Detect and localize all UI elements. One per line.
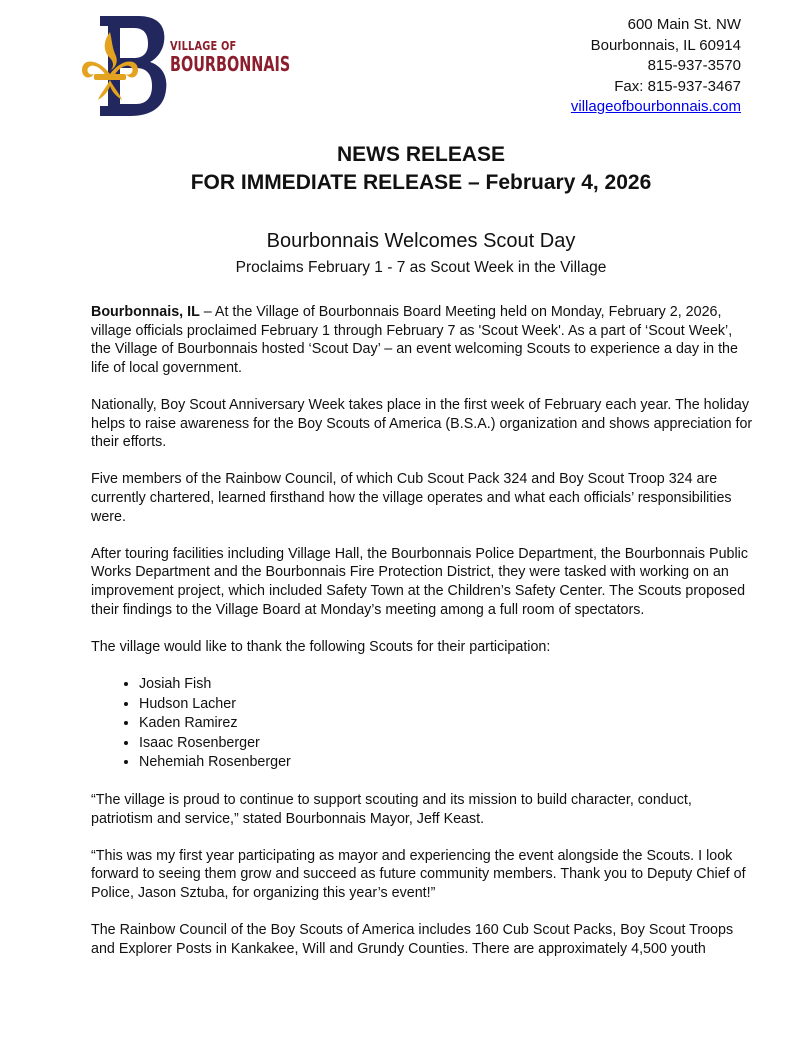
list-item: • Isaac Rosenberger [139,734,756,753]
logo-bourbonnais: BOURBONNAIS [170,52,291,76]
scout-list [91,675,756,772]
list-item: • Nehemiah Rosenberger [139,753,756,772]
release-header [0,141,805,197]
paragraph-6: “The village is proud to continue to support scouting and its mission to build character, conduct, patriotism and service,” stated Bourbonnais Mayor, Jeff Keast. [91,791,692,827]
paragraph-7: “This was my first year participating as mayor and experiencing the event alongside the Scouts. I look forward to seeing them grow and succeed as future community members. Thank you to Deputy Chief of Police, Jason Sztuba, for organizing this year’s event!” [91,847,746,901]
paragraph-5: The village would like to thank the following Scouts for their participation: [91,638,551,655]
press-subtitle: Proclaims February 1 - 7 as Scout Week in the Village [235,259,607,276]
paragraph-4: After touring facilities including Village Hall, the Bourbonnais Police Department, the Bourbonnais Public Works Department and the Bourbonnais Fire Protection District, they were tasked with working on an improvement project, which included Safety Town at the Children’s Safety Center. The Scouts proposed their findings to the Village Board at Monday’s meeting among a full room of spectators. [91,545,748,618]
village-logo [80,14,295,118]
fax-number: Fax: 815-937-3467 [614,77,741,95]
street-address: 600 Main St. NW [627,16,741,33]
paragraph-3: Five members of the Rainbow Council, of which Cub Scout Pack 324 and Boy Scout Troop 324 are currently chartered, learned firsthand how the village operates and what each officials’ responsibilities were. [91,471,732,525]
list-item: • Hudson Lacher [139,695,756,714]
list-item: • Josiah Fish [139,675,756,694]
paragraph-2: Nationally, Boy Scout Anniversary Week takes place in the first week of February each year. The holiday helps to raise awareness for the Boy Scouts of America (B.S.A.) organization and shows appreciation for their efforts. [91,396,753,451]
dateline: Bourbonnais, IL [91,304,200,320]
phone-number: 815-937-3570 [647,57,741,74]
press-title: Bourbonnais Welcomes Scout Day [266,230,576,252]
fleur-de-lis-b-icon [80,14,180,118]
paragraph-1: Bourbonnais, IL – At the Village of Bourbonnais Board Meeting held on Monday, February 2, 2026, village officials proclaimed February 1 through February 7 as 'Scout Week'. As a part of ‘Scout Week’, the Village of Bourbonnais hosted ‘Scout Day’ – an event welcoming Scouts to experience a day in the life of local government. [91,304,738,376]
website-link[interactable]: villageofbourbonnais.com [570,98,741,115]
contact-block [571,15,741,118]
immediate-release-label: FOR IMMEDIATE RELEASE – February 4, 2026 [190,171,652,194]
city-state-zip: Bourbonnais, IL 60914 [590,36,741,54]
list-item: • Kaden Ramirez [139,714,756,733]
logo-village-of: VILLAGE OF [170,39,237,53]
paragraph-8: The Rainbow Council of the Boy Scouts of America includes 160 Cub Scout Packs, Boy Scout Troops and Explorer Posts in Kankakee, Will and Grundy Counties. There are approximately 4,500 youth [91,922,734,957]
news-release-label: NEWS RELEASE [336,143,506,166]
press-body [91,303,756,977]
